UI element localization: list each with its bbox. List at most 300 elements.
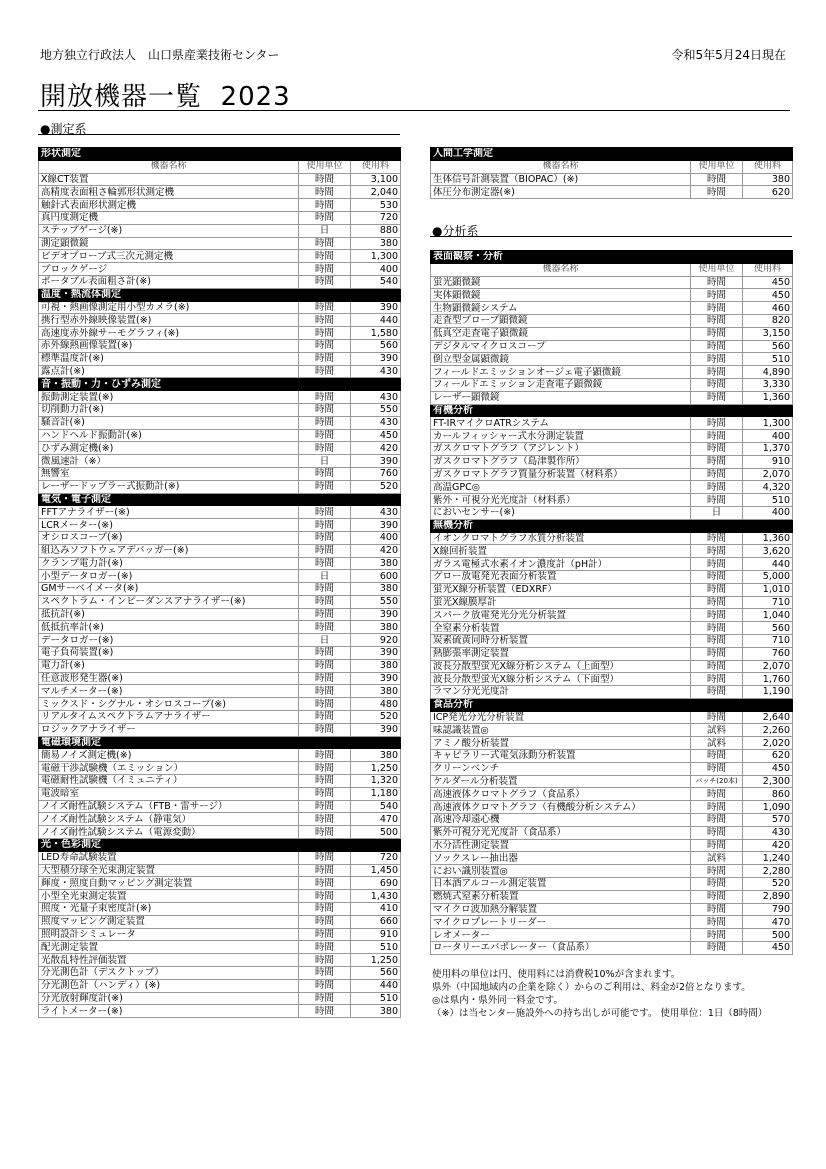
usage-fee: 560 bbox=[351, 967, 401, 980]
equipment-name: X線CT装置 bbox=[39, 173, 299, 186]
usage-unit: 時間 bbox=[691, 314, 743, 327]
equipment-name: ステップゲージ(※) bbox=[39, 224, 299, 237]
usage-fee: 500 bbox=[743, 929, 793, 942]
table-row bbox=[39, 672, 401, 685]
as-of-date: 令和5年5月24日現在 bbox=[671, 48, 786, 62]
equipment-name: FT-IRマイクロATRシステム bbox=[431, 417, 691, 430]
table-row bbox=[39, 787, 401, 800]
equipment-name: 蛍光X線膜厚計 bbox=[431, 596, 691, 609]
usage-fee: 1,040 bbox=[743, 609, 793, 622]
equipment-name: ロータリーエバポレーター（食品系） bbox=[431, 942, 691, 955]
equipment-name: ガスクロマトグラフ質量分析装置（材料系） bbox=[431, 468, 691, 481]
usage-unit: 時間 bbox=[691, 353, 743, 366]
equipment-name: 真円度測定機 bbox=[39, 211, 299, 224]
table-row bbox=[431, 826, 793, 839]
usage-unit: 時間 bbox=[299, 583, 351, 596]
usage-unit: バッチ(20本) bbox=[691, 775, 743, 788]
equipment-name: ポータブル表面粗さ計(※) bbox=[39, 275, 299, 288]
equipment-name: 実体顕微鏡 bbox=[431, 289, 691, 302]
table-row bbox=[39, 595, 401, 608]
table-row bbox=[431, 890, 793, 903]
equipment-name: 測定顕微鏡 bbox=[39, 237, 299, 250]
usage-unit: 日 bbox=[299, 634, 351, 647]
usage-fee: 400 bbox=[351, 531, 401, 544]
usage-unit: 時間 bbox=[299, 864, 351, 877]
usage-unit: 時間 bbox=[299, 531, 351, 544]
usage-unit: 試料 bbox=[691, 852, 743, 865]
usage-fee: 790 bbox=[743, 903, 793, 916]
equipment-name: ノイズ耐性試験システム（静電気） bbox=[39, 813, 299, 826]
table-row bbox=[431, 929, 793, 942]
table-row bbox=[39, 263, 401, 276]
usage-unit: 時間 bbox=[299, 608, 351, 621]
usage-fee: 450 bbox=[743, 289, 793, 302]
usage-fee: 720 bbox=[351, 211, 401, 224]
usage-fee: 390 bbox=[351, 647, 401, 660]
equipment-name: 電子負荷装置(※) bbox=[39, 647, 299, 660]
title-year: 2023 bbox=[220, 82, 291, 112]
table-row bbox=[431, 506, 793, 519]
equipment-name: ケルダール分析装置 bbox=[431, 775, 691, 788]
equipment-name: 可視・熱画像測定用小型カメラ(※) bbox=[39, 301, 299, 314]
table-row bbox=[39, 826, 401, 839]
equipment-name: フィールドエミッション走査電子顕微鏡 bbox=[431, 378, 691, 391]
usage-unit: 時間 bbox=[691, 686, 743, 699]
usage-fee: 2,640 bbox=[743, 711, 793, 724]
usage-unit: 時間 bbox=[299, 813, 351, 826]
usage-unit: 時間 bbox=[691, 302, 743, 315]
footnote: （※）は当センター施設外への持ち出しが可能です。 使用単位：1日（8時間） bbox=[432, 1008, 768, 1019]
equipment-name: 微風速計（※） bbox=[39, 455, 299, 468]
table-row bbox=[431, 327, 793, 340]
usage-fee: 710 bbox=[743, 634, 793, 647]
usage-unit: 時間 bbox=[299, 339, 351, 352]
table-row bbox=[431, 942, 793, 955]
usage-unit: 時間 bbox=[691, 865, 743, 878]
usage-unit: 時間 bbox=[691, 391, 743, 404]
table-row bbox=[39, 544, 401, 557]
table-row bbox=[431, 378, 793, 391]
equipment-name: 水分活性測定装置 bbox=[431, 839, 691, 852]
section-heading-measure: ●測定系 bbox=[40, 122, 87, 136]
usage-fee: 2,300 bbox=[743, 775, 793, 788]
table-row bbox=[431, 558, 793, 571]
usage-unit: 時間 bbox=[691, 647, 743, 660]
usage-fee: 390 bbox=[351, 608, 401, 621]
section-heading-analysis: ●分析系 bbox=[432, 224, 479, 238]
equipment-name: 組込みソフトウェアデバッガー(※) bbox=[39, 544, 299, 557]
usage-fee: 400 bbox=[351, 263, 401, 276]
table-row bbox=[39, 979, 401, 992]
table-row bbox=[431, 532, 793, 545]
table-row bbox=[39, 864, 401, 877]
equipment-name: 高速度赤外線サーモグラフィ(※) bbox=[39, 327, 299, 340]
footnote: ◎は県内・県外同一料金です。 bbox=[432, 995, 564, 1006]
equipment-name: LED寿命試験装置 bbox=[39, 851, 299, 864]
equipment-name: 倒立型金属顕微鏡 bbox=[431, 353, 691, 366]
column-header-name: 機器名称 bbox=[431, 160, 691, 173]
table-row bbox=[39, 877, 401, 890]
usage-unit: 時間 bbox=[691, 186, 743, 199]
table-row bbox=[39, 557, 401, 570]
usage-fee: 570 bbox=[743, 814, 793, 827]
usage-unit: 時間 bbox=[299, 711, 351, 724]
usage-fee: 540 bbox=[351, 800, 401, 813]
table-row bbox=[39, 339, 401, 352]
equipment-name: 燃焼式窒素分析装置 bbox=[431, 890, 691, 903]
usage-fee: 430 bbox=[351, 391, 401, 404]
category-header bbox=[39, 736, 401, 749]
table-row bbox=[39, 327, 401, 340]
usage-unit: 時間 bbox=[691, 673, 743, 686]
usage-fee: 420 bbox=[743, 839, 793, 852]
table-row bbox=[431, 609, 793, 622]
usage-unit: 時間 bbox=[299, 506, 351, 519]
equipment-name: 触針式表面形状測定機 bbox=[39, 199, 299, 212]
table-row bbox=[39, 941, 401, 954]
equipment-name: GMサーベイメータ(※) bbox=[39, 583, 299, 596]
column-header-price: 使用料 bbox=[351, 160, 401, 173]
equipment-name: データロガー(※) bbox=[39, 634, 299, 647]
usage-unit: 時間 bbox=[299, 659, 351, 672]
usage-unit: 時間 bbox=[299, 647, 351, 660]
usage-fee: 450 bbox=[743, 762, 793, 775]
equipment-name: アミノ酸分析装置 bbox=[431, 737, 691, 750]
category-header bbox=[431, 148, 793, 161]
category-label: 人間工学測定 bbox=[431, 148, 793, 161]
equipment-name: クランプ電力計(※) bbox=[39, 557, 299, 570]
usage-fee: 1,250 bbox=[351, 954, 401, 967]
equipment-name: 低真空走査電子顕微鏡 bbox=[431, 327, 691, 340]
table-row bbox=[431, 186, 793, 199]
footnote: 使用料の単位は円、使用料には消費税10%が含まれます。 bbox=[432, 969, 681, 980]
category-label: 電気・電子測定 bbox=[39, 493, 401, 506]
equipment-name: 波長分散型蛍光X線分析システム（下面型） bbox=[431, 673, 691, 686]
usage-unit: 時間 bbox=[691, 481, 743, 494]
usage-fee: 910 bbox=[743, 455, 793, 468]
equipment-name: キャピラリー式電気泳動分析装置 bbox=[431, 750, 691, 763]
usage-fee: 3,100 bbox=[351, 173, 401, 186]
equipment-name: 切削動力計(※) bbox=[39, 403, 299, 416]
usage-unit: 時間 bbox=[691, 609, 743, 622]
usage-unit: 時間 bbox=[691, 788, 743, 801]
table-row bbox=[431, 366, 793, 379]
table-row bbox=[39, 442, 401, 455]
usage-fee: 550 bbox=[351, 595, 401, 608]
usage-fee: 3,330 bbox=[743, 378, 793, 391]
usage-fee: 380 bbox=[351, 237, 401, 250]
usage-fee: 510 bbox=[351, 992, 401, 1005]
table-row bbox=[39, 314, 401, 327]
category-header bbox=[39, 839, 401, 852]
usage-fee: 520 bbox=[351, 480, 401, 493]
usage-unit: 時間 bbox=[299, 467, 351, 480]
equipment-name: 全窒素分析装置 bbox=[431, 622, 691, 635]
usage-fee: 390 bbox=[351, 723, 401, 736]
category-label: 電磁環境測定 bbox=[39, 736, 401, 749]
table-row bbox=[39, 199, 401, 212]
table-row bbox=[39, 749, 401, 762]
usage-unit: 時間 bbox=[691, 378, 743, 391]
category-label: 有機分析 bbox=[431, 404, 793, 417]
usage-fee: 1,090 bbox=[743, 801, 793, 814]
analysis-equipment-table bbox=[430, 250, 792, 955]
equipment-name: においセンサー(※) bbox=[431, 506, 691, 519]
page-title bbox=[40, 76, 291, 113]
usage-unit: 時間 bbox=[299, 992, 351, 1005]
table-row bbox=[431, 276, 793, 289]
usage-unit: 時間 bbox=[691, 890, 743, 903]
usage-fee: 400 bbox=[743, 430, 793, 443]
table-row bbox=[431, 596, 793, 609]
table-row bbox=[39, 992, 401, 1005]
usage-fee: 620 bbox=[743, 750, 793, 763]
table-row bbox=[39, 237, 401, 250]
column-header-unit: 使用単位 bbox=[691, 160, 743, 173]
equipment-name: ロジックアナライザー bbox=[39, 723, 299, 736]
usage-fee: 1,180 bbox=[351, 787, 401, 800]
usage-unit: 時間 bbox=[691, 558, 743, 571]
table-row bbox=[431, 442, 793, 455]
table-row bbox=[39, 634, 401, 647]
equipment-name: レーザー顕微鏡 bbox=[431, 391, 691, 404]
table-row bbox=[39, 800, 401, 813]
usage-unit: 時間 bbox=[299, 237, 351, 250]
usage-unit: 時間 bbox=[691, 570, 743, 583]
usage-unit: 時間 bbox=[299, 301, 351, 314]
usage-unit: 時間 bbox=[299, 211, 351, 224]
column-header-unit: 使用単位 bbox=[299, 160, 351, 173]
table-row bbox=[39, 531, 401, 544]
equipment-name: ガスクロマトグラフ（島津製作所） bbox=[431, 455, 691, 468]
usage-unit: 時間 bbox=[299, 775, 351, 788]
table-row bbox=[39, 851, 401, 864]
table-row bbox=[431, 634, 793, 647]
equipment-name: 紫外可視分光光度計（食品系） bbox=[431, 826, 691, 839]
equipment-name: ソックスレー抽出器 bbox=[431, 852, 691, 865]
usage-fee: 560 bbox=[351, 339, 401, 352]
equipment-name: 騒音計(※) bbox=[39, 416, 299, 429]
usage-fee: 5,000 bbox=[743, 570, 793, 583]
usage-unit: 時間 bbox=[299, 749, 351, 762]
table-row bbox=[39, 903, 401, 916]
table-row bbox=[39, 659, 401, 672]
table-row bbox=[431, 622, 793, 635]
equipment-name: 抵抗計(※) bbox=[39, 608, 299, 621]
equipment-name: におい識別装置◎ bbox=[431, 865, 691, 878]
usage-fee: 410 bbox=[351, 903, 401, 916]
usage-unit: 時間 bbox=[691, 878, 743, 891]
usage-unit: 時間 bbox=[691, 276, 743, 289]
usage-unit: 試料 bbox=[691, 737, 743, 750]
table-row bbox=[39, 762, 401, 775]
usage-fee: 440 bbox=[351, 979, 401, 992]
equipment-name: ミックスド・シグナル・オシロスコープ(※) bbox=[39, 698, 299, 711]
category-header bbox=[431, 698, 793, 711]
usage-unit: 時間 bbox=[691, 903, 743, 916]
usage-unit: 時間 bbox=[691, 340, 743, 353]
usage-unit: 時間 bbox=[691, 494, 743, 507]
equipment-name: フィールドエミッションオージェ電子顕微鏡 bbox=[431, 366, 691, 379]
equipment-name: 分光測色計（デスクトップ） bbox=[39, 967, 299, 980]
table-row bbox=[431, 289, 793, 302]
table-row bbox=[431, 468, 793, 481]
table-row bbox=[39, 583, 401, 596]
equipment-name: 携行型赤外線映像装置(※) bbox=[39, 314, 299, 327]
equipment-name: 高速冷却遠心機 bbox=[431, 814, 691, 827]
usage-fee: 760 bbox=[351, 467, 401, 480]
equipment-name: 味認識装置◎ bbox=[431, 724, 691, 737]
category-label: 温度・熱流体測定 bbox=[39, 288, 401, 301]
equipment-name: 低抵抗率計(※) bbox=[39, 621, 299, 634]
usage-unit: 時間 bbox=[691, 417, 743, 430]
usage-unit: 時間 bbox=[299, 199, 351, 212]
category-label: 食品分析 bbox=[431, 698, 793, 711]
usage-unit: 日 bbox=[299, 570, 351, 583]
usage-fee: 390 bbox=[351, 672, 401, 685]
usage-fee: 450 bbox=[743, 942, 793, 955]
equipment-name: ガスクロマトグラフ（アジレント） bbox=[431, 442, 691, 455]
usage-fee: 480 bbox=[351, 698, 401, 711]
table-row bbox=[39, 352, 401, 365]
table-row bbox=[39, 224, 401, 237]
usage-unit: 時間 bbox=[691, 839, 743, 852]
usage-unit: 時間 bbox=[299, 557, 351, 570]
table-row bbox=[431, 775, 793, 788]
usage-fee: 1,360 bbox=[743, 391, 793, 404]
usage-fee: 380 bbox=[351, 583, 401, 596]
usage-fee: 390 bbox=[351, 352, 401, 365]
usage-unit: 時間 bbox=[299, 915, 351, 928]
usage-fee: 600 bbox=[351, 570, 401, 583]
equipment-name: 電磁耐性試験機（イミュニティ） bbox=[39, 775, 299, 788]
table-row bbox=[431, 852, 793, 865]
table-row bbox=[431, 545, 793, 558]
table-row bbox=[39, 480, 401, 493]
usage-fee: 550 bbox=[351, 403, 401, 416]
equipment-name: リアルタイムスペクトラムアナライザー bbox=[39, 711, 299, 724]
table-row bbox=[431, 314, 793, 327]
usage-fee: 500 bbox=[351, 826, 401, 839]
usage-unit: 時間 bbox=[299, 851, 351, 864]
title-divider bbox=[38, 110, 790, 111]
usage-unit: 時間 bbox=[691, 622, 743, 635]
equipment-name: 小型データロガー(※) bbox=[39, 570, 299, 583]
table-row bbox=[39, 275, 401, 288]
equipment-name: デジタルマイクロスコープ bbox=[431, 340, 691, 353]
usage-fee: 820 bbox=[743, 314, 793, 327]
usage-unit: 時間 bbox=[299, 685, 351, 698]
usage-fee: 390 bbox=[351, 301, 401, 314]
category-label: 表面観察・分析 bbox=[431, 251, 793, 264]
equipment-name: 高精度表面粗さ輪郭形状測定機 bbox=[39, 186, 299, 199]
usage-unit: 時間 bbox=[299, 903, 351, 916]
table-row bbox=[431, 660, 793, 673]
usage-fee: 690 bbox=[351, 877, 401, 890]
table-row bbox=[431, 481, 793, 494]
equipment-name: ひずみ測定機(※) bbox=[39, 442, 299, 455]
usage-unit: 時間 bbox=[691, 366, 743, 379]
usage-fee: 1,760 bbox=[743, 673, 793, 686]
usage-fee: 2,070 bbox=[743, 468, 793, 481]
table-row bbox=[39, 647, 401, 660]
usage-unit: 時間 bbox=[299, 519, 351, 532]
usage-unit: 時間 bbox=[299, 544, 351, 557]
column-header-row bbox=[39, 160, 401, 173]
usage-unit: 時間 bbox=[299, 877, 351, 890]
usage-unit: 時間 bbox=[299, 621, 351, 634]
usage-fee: 1,360 bbox=[743, 532, 793, 545]
table-row bbox=[431, 455, 793, 468]
equipment-name: ガラス電極式水素イオン濃度計（pH計） bbox=[431, 558, 691, 571]
usage-unit: 試料 bbox=[691, 724, 743, 737]
usage-unit: 時間 bbox=[691, 442, 743, 455]
equipment-name: LCRメーター(※) bbox=[39, 519, 299, 532]
category-header bbox=[431, 404, 793, 417]
usage-unit: 時間 bbox=[299, 787, 351, 800]
table-row bbox=[39, 211, 401, 224]
category-header bbox=[39, 493, 401, 506]
equipment-name: レオメーター bbox=[431, 929, 691, 942]
usage-fee: 620 bbox=[743, 186, 793, 199]
equipment-name: ノイズ耐性試験システム（FTB・雷サージ） bbox=[39, 800, 299, 813]
column-header-unit: 使用単位 bbox=[691, 263, 743, 276]
table-row bbox=[431, 916, 793, 929]
table-row bbox=[39, 416, 401, 429]
usage-fee: 710 bbox=[743, 596, 793, 609]
usage-fee: 420 bbox=[351, 442, 401, 455]
usage-unit: 時間 bbox=[299, 391, 351, 404]
category-header bbox=[39, 378, 401, 391]
table-row bbox=[39, 775, 401, 788]
usage-unit: 時間 bbox=[691, 814, 743, 827]
usage-fee: 530 bbox=[351, 199, 401, 212]
usage-unit: 時間 bbox=[691, 545, 743, 558]
table-row bbox=[431, 750, 793, 763]
table-row bbox=[39, 250, 401, 263]
table-row bbox=[431, 724, 793, 737]
equipment-name: スパーク放電発光分光分析装置 bbox=[431, 609, 691, 622]
category-label: 形状測定 bbox=[39, 148, 401, 161]
column-header-row bbox=[431, 160, 793, 173]
table-row bbox=[39, 890, 401, 903]
equipment-name: 高速液体クロマトグラフ（食品系） bbox=[431, 788, 691, 801]
equipment-name: 分光測色計（ハンディ）(※) bbox=[39, 979, 299, 992]
usage-unit: 時間 bbox=[299, 979, 351, 992]
usage-fee: 1,300 bbox=[351, 250, 401, 263]
usage-unit: 時間 bbox=[691, 801, 743, 814]
ergonomics-equipment-table bbox=[430, 147, 792, 199]
equipment-name: 炭素硫黄同時分析装置 bbox=[431, 634, 691, 647]
usage-fee: 560 bbox=[743, 340, 793, 353]
usage-unit: 時間 bbox=[691, 750, 743, 763]
table-row bbox=[39, 391, 401, 404]
table-row bbox=[431, 340, 793, 353]
table-row bbox=[39, 621, 401, 634]
table-row bbox=[39, 1005, 401, 1018]
table-row bbox=[39, 723, 401, 736]
equipment-table bbox=[430, 250, 793, 955]
equipment-name: 分光放射輝度計(※) bbox=[39, 992, 299, 1005]
usage-unit: 時間 bbox=[299, 723, 351, 736]
title-text: 開放機器一覧 bbox=[40, 82, 203, 112]
equipment-name: 熱膨張率測定装置 bbox=[431, 647, 691, 660]
usage-fee: 3,150 bbox=[743, 327, 793, 340]
usage-fee: 430 bbox=[351, 365, 401, 378]
table-row bbox=[431, 801, 793, 814]
equipment-name: 小型全光束測定装置 bbox=[39, 890, 299, 903]
usage-unit: 時間 bbox=[299, 954, 351, 967]
